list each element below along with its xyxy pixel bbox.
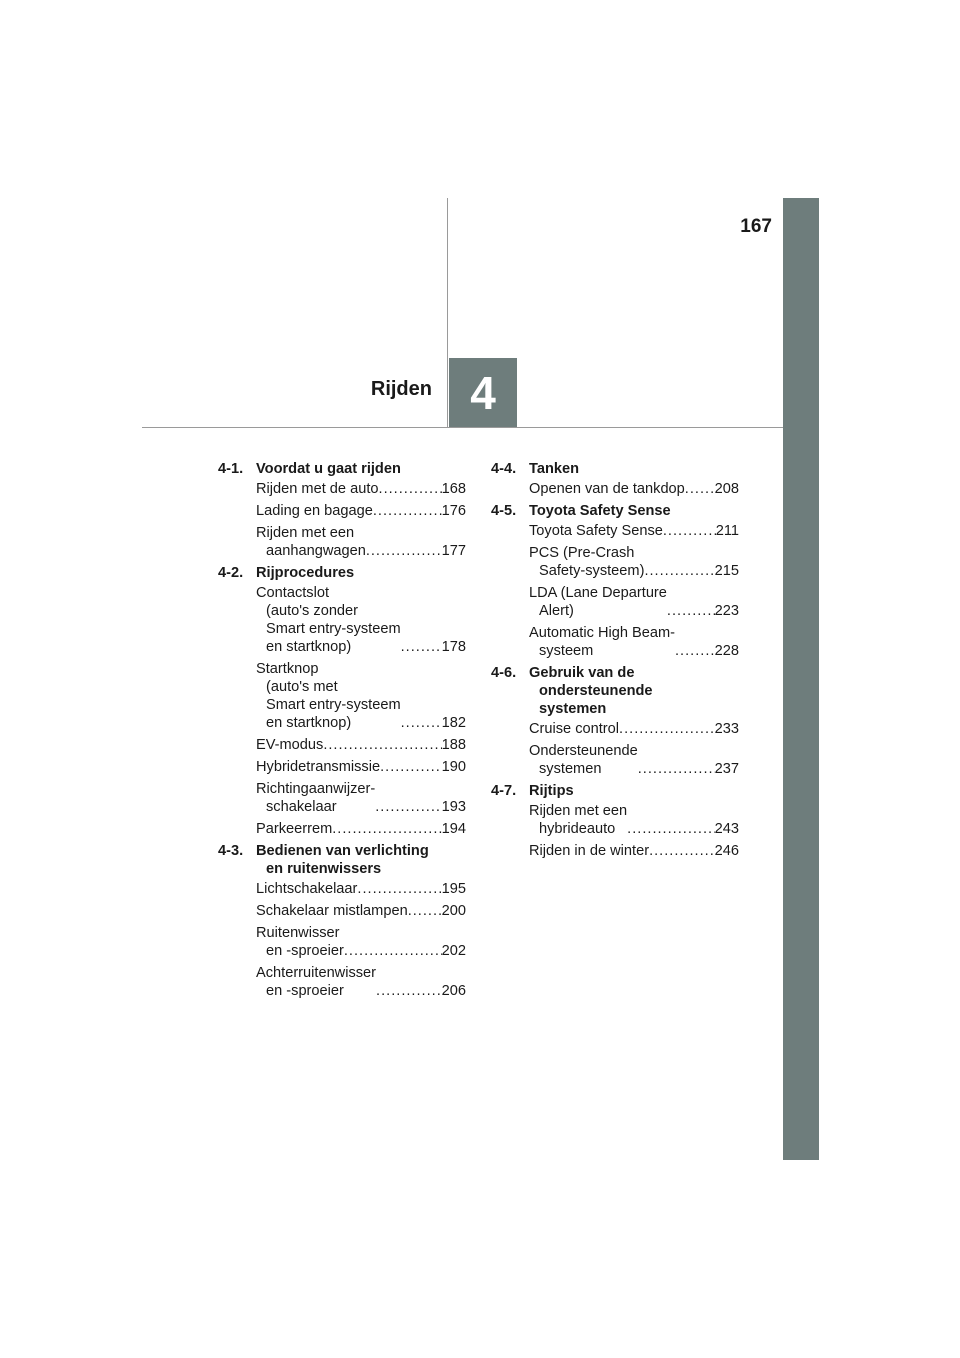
toc-entry-list <box>491 802 739 860</box>
section-number: 4-2. <box>218 565 244 581</box>
toc-section <box>491 460 739 498</box>
toc-entry-page: 208 <box>714 481 739 497</box>
toc-entry-page: 190 <box>441 759 466 775</box>
toc-section <box>218 460 466 560</box>
toc-entry-page: 215 <box>714 563 739 579</box>
section-title: Bedienen van verlichting en ruitenwissers <box>256 843 429 877</box>
toc-entry-title: Rijden met de auto <box>256 481 379 497</box>
toc-entry[interactable] <box>256 902 466 920</box>
section-title: Rijprocedures <box>256 565 355 581</box>
dot-leader <box>644 562 714 580</box>
toc-entry[interactable] <box>256 480 466 498</box>
toc-entry-title: Parkeerrem <box>256 821 333 837</box>
toc-entry-list <box>491 480 739 498</box>
toc-entry-title: Achterruitenwisser en -sproeier <box>256 965 377 999</box>
toc-entry-page: 193 <box>441 799 466 815</box>
toc-entry-title: Automatic High Beam- systeem <box>529 625 675 659</box>
toc-section <box>491 502 739 660</box>
section-number: 4-4. <box>491 461 517 477</box>
toc-entry[interactable] <box>256 584 466 656</box>
chapter-side-tab <box>783 198 819 1160</box>
toc-entry-title: Schakelaar mistlampen <box>256 903 408 919</box>
toc-entry-title: Contactslot (auto's zonder Smart entry-systeem en startknop) <box>256 585 401 655</box>
toc-entry-page: 211 <box>715 523 739 539</box>
toc-entry[interactable] <box>529 522 739 540</box>
toc-entry-page: 168 <box>441 481 466 497</box>
toc-entry[interactable] <box>256 964 466 1000</box>
section-title: Toyota Safety Sense <box>529 503 671 519</box>
toc-entry[interactable] <box>256 502 466 520</box>
toc-entry-title: Rijden in de winter <box>529 843 650 859</box>
horizontal-rule <box>142 427 783 428</box>
section-number: 4-1. <box>218 461 244 477</box>
toc-entry-title: Toyota Safety Sense <box>529 523 663 539</box>
toc-entry[interactable] <box>256 758 466 776</box>
toc-entry-page: 246 <box>714 843 739 859</box>
toc-entry[interactable] <box>529 544 739 580</box>
toc-entry[interactable] <box>256 524 466 560</box>
toc-entry-title: Ruitenwisser en -sproeier <box>256 925 344 959</box>
dot-leader <box>401 714 442 732</box>
dot-leader <box>685 480 715 498</box>
dot-leader <box>675 642 715 660</box>
dot-leader <box>375 798 441 816</box>
toc-entry-title: EV-modus <box>256 737 324 753</box>
toc-entry[interactable] <box>529 742 739 778</box>
section-title: Rijtips <box>529 783 574 799</box>
toc-entry-page: 228 <box>714 643 739 659</box>
toc-entry-page: 182 <box>441 715 466 731</box>
dot-leader <box>379 480 442 498</box>
section-title: Gebruik van de ondersteunende systemen <box>529 665 653 717</box>
toc-entry-title: Lichtschakelaar <box>256 881 358 897</box>
toc-entry-title: Openen van de tankdop <box>529 481 685 497</box>
dot-leader <box>357 880 441 898</box>
chapter-number-box: 4 <box>449 358 517 427</box>
toc-section <box>491 782 739 860</box>
toc-entry-page: 223 <box>714 603 739 619</box>
toc-entry-title: Startknop (auto's met Smart entry-systeem en startknop) <box>256 661 401 731</box>
section-heading <box>218 460 466 478</box>
toc-entry-title: Cruise control <box>529 721 620 737</box>
toc-entry-list <box>218 584 466 838</box>
toc-entry-list <box>218 880 466 1000</box>
dot-leader <box>332 820 441 838</box>
toc-section <box>218 842 466 1000</box>
dot-leader <box>408 902 442 920</box>
toc-entry-page: 177 <box>441 543 466 559</box>
section-title: Tanken <box>529 461 580 477</box>
toc-entry[interactable] <box>529 720 739 738</box>
toc-entry[interactable] <box>256 736 466 754</box>
dot-leader <box>627 820 714 838</box>
section-heading <box>491 460 739 478</box>
section-number: 4-7. <box>491 783 517 799</box>
toc-entry[interactable] <box>529 480 739 498</box>
dot-leader <box>638 760 715 778</box>
page-number: 167 <box>740 216 772 237</box>
toc-entry[interactable] <box>529 802 739 838</box>
toc-entry-page: 237 <box>714 761 739 777</box>
toc-entry-list <box>491 522 739 660</box>
dot-leader <box>619 720 715 738</box>
toc-entry-title: Rijden met een aanhangwagen <box>256 525 366 559</box>
toc-entry[interactable] <box>529 624 739 660</box>
section-heading <box>491 664 739 718</box>
dot-leader <box>663 522 716 540</box>
section-heading <box>218 842 466 878</box>
toc-section <box>491 664 739 778</box>
section-number: 4-6. <box>491 665 517 681</box>
toc-entry-title: Lading en bagage <box>256 503 373 519</box>
toc-entry-list <box>491 720 739 778</box>
toc-section <box>218 564 466 838</box>
toc-entry-page: 206 <box>441 983 466 999</box>
toc-entry-page: 194 <box>441 821 466 837</box>
toc-column-right <box>491 460 739 864</box>
dot-leader <box>376 982 442 1000</box>
dot-leader <box>401 638 442 656</box>
toc-entry[interactable] <box>529 842 739 860</box>
toc-entry[interactable] <box>256 880 466 898</box>
toc-entry-page: 195 <box>441 881 466 897</box>
toc-entry-page: 243 <box>714 821 739 837</box>
toc-entry-title: Rijden met een hybrideauto <box>529 803 628 837</box>
section-title: Voordat u gaat rijden <box>256 461 401 477</box>
toc-entry-list <box>218 480 466 560</box>
toc-entry-page: 233 <box>714 721 739 737</box>
section-number: 4-5. <box>491 503 517 519</box>
toc-column-left <box>218 460 466 1004</box>
toc-entry-title: PCS (Pre-Crash Safety-systeem) <box>529 545 645 579</box>
section-heading <box>218 564 466 582</box>
vertical-rule <box>447 198 448 428</box>
toc-entry-title: Hybridetransmissie <box>256 759 381 775</box>
section-heading <box>491 502 739 520</box>
section-number: 4-3. <box>218 843 244 859</box>
toc-entry[interactable] <box>256 924 466 960</box>
toc-entry-page: 200 <box>441 903 466 919</box>
section-heading <box>491 782 739 800</box>
dot-leader <box>373 502 442 520</box>
dot-leader <box>366 542 442 560</box>
toc-entry-page: 202 <box>441 943 466 959</box>
toc-entry[interactable] <box>256 820 466 838</box>
toc-entry-page: 176 <box>441 503 466 519</box>
toc-entry-page: 178 <box>441 639 466 655</box>
toc-entry[interactable] <box>529 584 739 620</box>
toc-entry[interactable] <box>256 780 466 816</box>
dot-leader <box>323 736 441 754</box>
toc-entry-title: Richtingaanwijzer- schakelaar <box>256 781 376 815</box>
dot-leader <box>380 758 442 776</box>
toc-entry-title: Ondersteunende systemen <box>529 743 638 777</box>
toc-entry-page: 188 <box>441 737 466 753</box>
chapter-title: Rijden <box>370 378 432 400</box>
toc-entry[interactable] <box>256 660 466 732</box>
toc-entry-title: LDA (Lane Departure Alert) <box>529 585 667 619</box>
dot-leader <box>649 842 715 860</box>
dot-leader <box>667 602 715 620</box>
dot-leader <box>344 942 442 960</box>
